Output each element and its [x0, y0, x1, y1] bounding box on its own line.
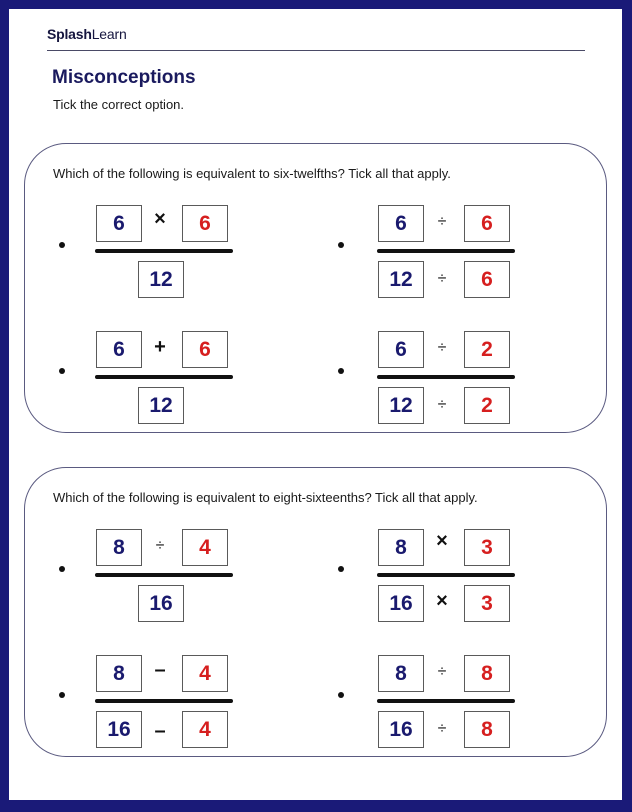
denominator-box-b: 4: [182, 711, 228, 748]
operator-symbol: ÷: [437, 663, 447, 680]
worksheet-page: [9, 9, 622, 800]
fraction-bar: [95, 699, 233, 703]
option-q1-c[interactable]: [56, 322, 211, 418]
denominator-box-a: 12: [138, 387, 184, 424]
bullet-icon: [338, 242, 344, 248]
operator-symbol: ×: [436, 530, 448, 552]
fraction-bar: [377, 249, 515, 253]
numerator-box-a: 6: [96, 331, 142, 368]
numerator-box-a: 6: [378, 331, 424, 368]
denominator-box-a: 12: [378, 261, 424, 298]
numerator-box-b: 2: [464, 331, 510, 368]
bullet-icon: [338, 368, 344, 374]
denominator-box-a: 16: [96, 711, 142, 748]
operator-symbol: ÷: [437, 213, 447, 230]
question-panel-2: [24, 467, 607, 757]
operator-symbol: –: [154, 659, 166, 681]
question-prompt: Which of the following is equivalent to six-twelfths? Tick all that apply.: [53, 166, 451, 181]
option-q2-a[interactable]: [56, 520, 211, 616]
operator-symbol: ÷: [437, 720, 447, 737]
brand-logo-light: Learn: [91, 26, 127, 42]
numerator-box-b: 6: [182, 331, 228, 368]
option-q2-d[interactable]: [338, 646, 493, 742]
denominator-box-a: 12: [138, 261, 184, 298]
option-q2-b[interactable]: [338, 520, 493, 616]
numerator-box-a: 8: [378, 655, 424, 692]
fraction-bar: [95, 375, 233, 379]
numerator-box-a: 8: [96, 529, 142, 566]
fraction-bar: [377, 699, 515, 703]
fraction-bar: [377, 573, 515, 577]
operator-symbol: ×: [436, 590, 448, 612]
question-prompt: Which of the following is equivalent to eight-sixteenths? Tick all that apply.: [53, 490, 478, 505]
denominator-box-a: 16: [138, 585, 184, 622]
denominator-box-b: 6: [464, 261, 510, 298]
numerator-box-a: 6: [378, 205, 424, 242]
brand-logo: [47, 26, 127, 42]
denominator-box-b: 2: [464, 387, 510, 424]
numerator-box-a: 8: [378, 529, 424, 566]
brand-logo-bold: Splash: [47, 26, 92, 42]
bullet-icon: [59, 368, 65, 374]
operator-symbol: +: [154, 336, 166, 358]
numerator-box-a: 6: [96, 205, 142, 242]
fraction-bar: [95, 573, 233, 577]
option-q1-b[interactable]: [338, 196, 493, 292]
header-divider: [47, 50, 585, 51]
bullet-icon: [59, 566, 65, 572]
numerator-box-b: 6: [182, 205, 228, 242]
numerator-box-b: 8: [464, 655, 510, 692]
instruction-text: Tick the correct option.: [53, 97, 185, 112]
denominator-box-a: 12: [378, 387, 424, 424]
operator-symbol: ÷: [437, 396, 447, 413]
option-q2-c[interactable]: [56, 646, 211, 742]
page-title: Misconceptions: [52, 67, 196, 88]
numerator-box-b: 4: [182, 655, 228, 692]
denominator-box-a: 16: [378, 585, 424, 622]
operator-symbol: –: [154, 720, 166, 742]
fraction-bar: [377, 375, 515, 379]
bullet-icon: [338, 692, 344, 698]
numerator-box-b: 3: [464, 529, 510, 566]
bullet-icon: [338, 566, 344, 572]
numerator-box-b: 6: [464, 205, 510, 242]
denominator-box-b: 8: [464, 711, 510, 748]
operator-symbol: ×: [154, 208, 166, 230]
denominator-box-b: 3: [464, 585, 510, 622]
denominator-box-a: 16: [378, 711, 424, 748]
fraction-bar: [95, 249, 233, 253]
operator-symbol: ÷: [437, 339, 447, 356]
numerator-box-b: 4: [182, 529, 228, 566]
question-panel-1: [24, 143, 607, 433]
option-q1-a[interactable]: [56, 196, 211, 292]
bullet-icon: [59, 692, 65, 698]
operator-symbol: ÷: [437, 270, 447, 287]
numerator-box-a: 8: [96, 655, 142, 692]
option-q1-d[interactable]: [338, 322, 493, 418]
operator-symbol: ÷: [155, 537, 165, 554]
bullet-icon: [59, 242, 65, 248]
